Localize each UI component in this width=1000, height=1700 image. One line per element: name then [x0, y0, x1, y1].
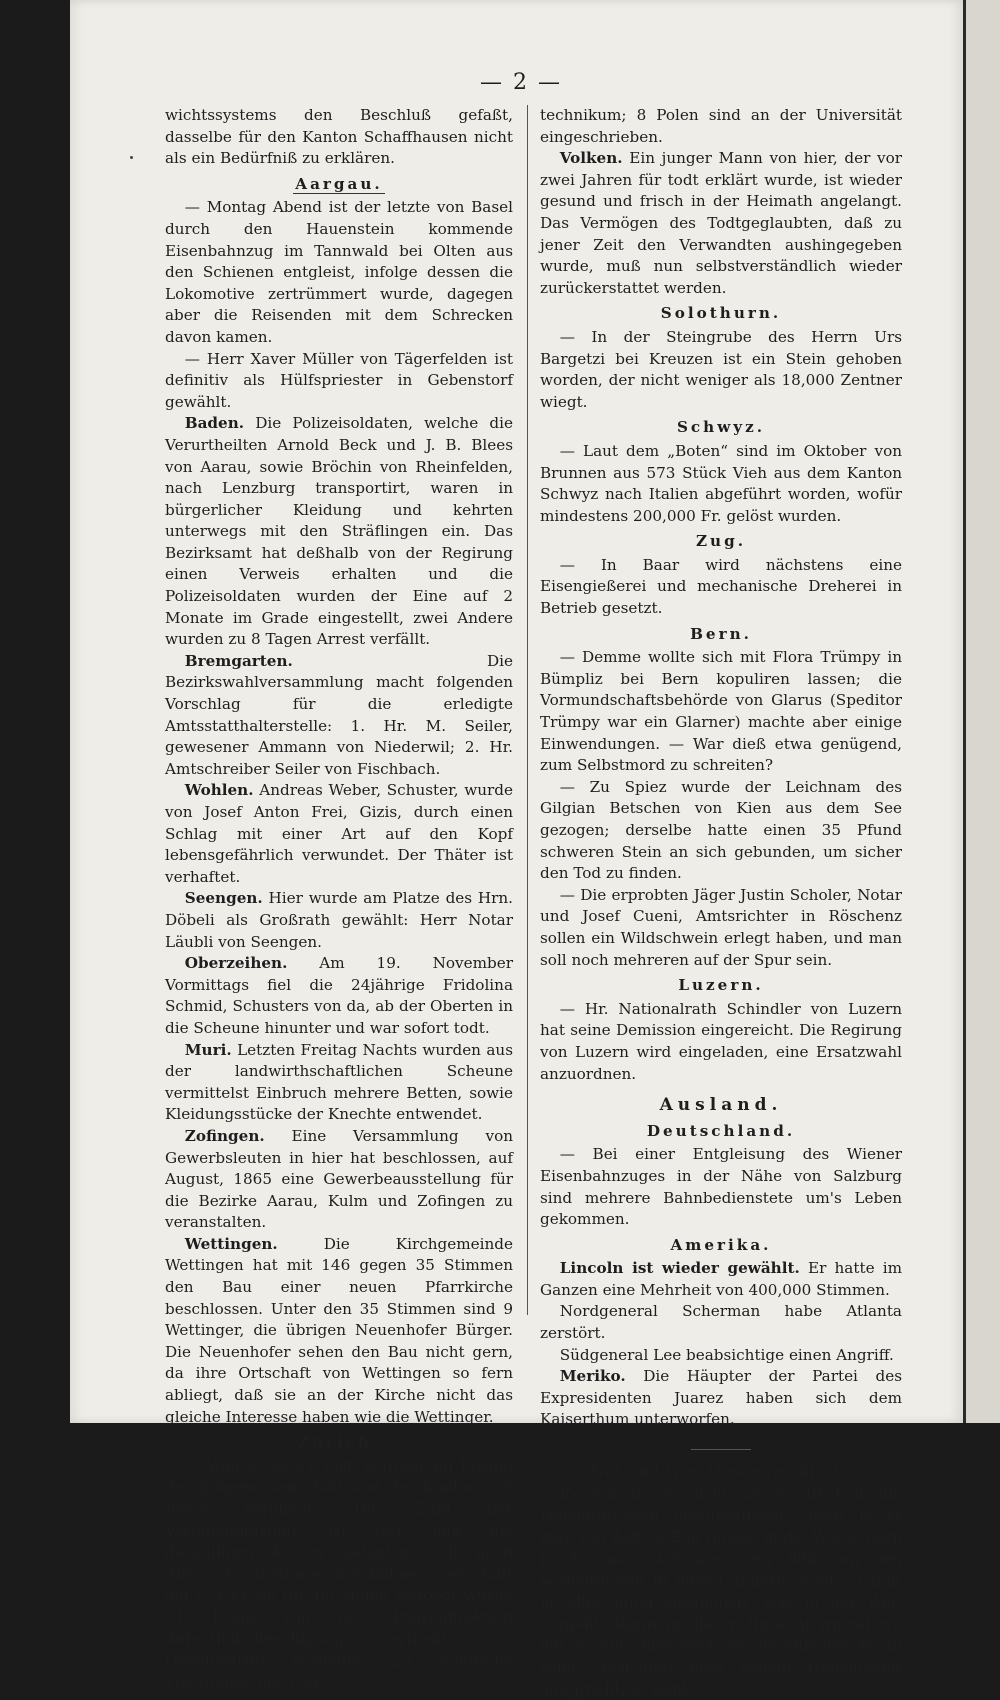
separator-line — [540, 1435, 902, 1457]
article-paragraph: — Die erprobten Jäger Justin Scholer, Notar und Josef Cueni, Amtsrichter in Röschenz sollen ein Wildschwein erlegt haben, und man soll noch mehreren auf der Spur sein. — [540, 885, 902, 969]
article-paragraph: — In Baar wird nächstens eine Eisengießerei und mechanische Dreherei in Betrieb gesetzt. — [540, 555, 902, 618]
article-zofingen: Zofingen. Eine Versammlung von Gewerbsleuten in hier hat beschlossen, auf August, 1865 eine Gewerbeausstellung für die Bezirke Aarau, Kulm und Zofingen zu veranstalten. — [165, 1126, 513, 1232]
section-heading-luzern: Luzern. — [678, 976, 764, 995]
article-paragraph: — Zu Spiez wurde der Leichnam des Gilgian Betschen von Kien aus dem See gezogen; derselbe hatte einen 35 Pfund schweren Stein an sich gebunden, um sicher den Tod zu finden. — [540, 777, 902, 883]
article-paragraph: Es genügt uns nicht, unsern Blick in die Heimatgrenzen einzuschließen; gern blickt man von Zeit zu Zeit hinaus in die Weite; gern macht man sich auch ein Bild von den Verhältnissen in einem andern Staate; hängt ja Alles innig zusammen, was in der Welt vorgeht. Wenn in dieser Hinsicht irgend wo ein so entschlossener als besonnener Mann seine Ansichten über seinen Heimatstaat ausspricht, so dünkt — [540, 1485, 902, 1698]
section-heading-solothurn: Solothurn. — [660, 304, 782, 323]
article-title-gut-und-treu: Gut und treu Oesterreichisch. — [591, 1461, 851, 1480]
place-keyword: Bremgarten. — [184, 651, 293, 670]
article-muri: Muri. Letzten Freitag Nachts wurden aus der landwirthschaftlichen Scheune vermittelst Einbruch mehrere Betten, sowie Kleidungsstücke der Knechte entwendet. — [165, 1040, 514, 1124]
article-paragraph: — Hr. Nationalrath Schindler von Luzern hat seine Demission eingereicht. Die Regirung von Luzern wird eingeladen, eine Ersatzwahl anzuordnen. — [540, 999, 902, 1083]
page-number: — 2 — — [480, 70, 562, 95]
section-heading-zug: Zug. — [695, 532, 747, 551]
section-heading-amerika: Amerika. — [670, 1235, 772, 1254]
article-volken: Volken. Ein junger Mann von hier, der vor zwei Jahren für todt erklärt wurde, ist wieder gesund und frisch in der Heimath angelangt. Das Vermögen des Todtgeglaubten, daß zu jener Zeit den Verwandten aushingegeben wurde, muß nun selbstverständlich wieder zurückerstattet werden. — [540, 149, 902, 297]
article-continuation: technikum; 8 Polen sind an der Universität eingeschrieben. — [540, 106, 902, 146]
article-lincoln: Lincoln ist wieder gewählt. Er hatte im Ganzen eine Mehrheit von 400,000 Stimmen. — [540, 1259, 903, 1299]
section-heading-schwyz: Schwyz. — [676, 418, 766, 437]
section-heading-ausland: Ausland. — [659, 1095, 783, 1116]
place-keyword: Oberzeihen. — [184, 954, 288, 973]
left-column — [165, 105, 513, 1693]
article-paragraph: Südgeneral Lee beabsichtige einen Angriff. — [559, 1345, 894, 1364]
ink-dot — [130, 156, 133, 159]
article-meriko: Meriko. Die Häupter der Partei des Expresidenten Juarez haben sich dem Kaiserthum unterworfen. — [540, 1367, 902, 1429]
place-keyword: Wohlen. — [184, 781, 254, 800]
article-paragraph: Nordgeneral Scherman habe Atlanta zerstört. — [540, 1302, 902, 1343]
article-paragraph: — Bei einer Entgleisung des Wiener Eisenbahnzuges in der Nähe von Salzburg sind mehrere Bahnbedienstete um's Leben gekommen. — [540, 1145, 902, 1229]
place-keyword: Seengen. — [184, 889, 263, 908]
article-paragraph: — Demme wollte sich mit Flora Trümpy in Bümpliz bei Bern kopuliren lassen; die Vormundschaftsbehörde von Glarus (Speditor Trümpy war ein Glarner) machte aber einige Einwendungen. — War dieß etwa genügend, zum Selbstmord zu schreiten? — [540, 648, 902, 775]
article-paragraph: — Montag Abend ist der letzte von Basel durch den Hauenstein kommende Eisenbahnzug im Tannwald bei Olten aus den Schienen entgleist, infolge dessen die Lokomotive zertrümmert wurde, dagegen aber die Reisenden mit dem Schrecken davon kamen. — [165, 198, 513, 346]
place-keyword: Volken. — [559, 149, 623, 168]
place-keyword: Meriko. — [559, 1367, 626, 1386]
place-keyword: Zofingen. — [184, 1126, 265, 1145]
article-bremgarten: Bremgarten. Die Bezirkswahlversammlung macht folgenden Vorschlag für die erledigte Amtsstatthalterstelle: 1. Hr. M. Seiler, gewesener Ammann von Niederwil; 2. Hr. Amtschreiber Seiler von Fischbach. — [165, 651, 513, 778]
place-keyword: Baden. — [184, 414, 245, 433]
section-heading-bern: Bern. — [690, 624, 752, 643]
column-rule — [527, 105, 528, 1315]
article-baden: Baden. Die Polizeisoldaten, welche die Verurtheilten Arnold Beck und J. B. Blees von Aarau, sowie Bröchin von Rheinfelden, nach Lenzburg transportirt, waren in bürgerlicher Kleidung und kehrten unterwegs mit den Sträflingen ein. Das Bezirksamt hat deßhalb von der Regirung einen Verweis erhalten und die Polizeisoldaten wurden der Eine auf 2 Monate im Grade eingestellt, zwei Andere wurden zu 8 Tagen Arrest verfällt. — [165, 414, 513, 649]
place-keyword: Wettingen. — [184, 1234, 278, 1253]
section-heading-deutschland: Deutschland. — [646, 1121, 796, 1140]
article-oberzeihen: Oberzeihen. Am 19. November Vormittags fiel die 24jährige Fridolina Schmid, Schusters von da, ab der Oberten in die Scheune hinunter und war sofort todt. — [165, 954, 513, 1037]
section-heading-aargau: Aargau. — [295, 174, 383, 193]
place-keyword: Muri. — [184, 1040, 232, 1059]
article-paragraph: — In der Steingrube des Herrn Urs Bargetzi bei Kreuzen ist ein Stein gehoben worden, der nicht weniger als 18,000 Zentner wiegt. — [540, 327, 902, 411]
headline-keyword: Lincoln ist wieder gewählt. — [559, 1259, 800, 1278]
article-wettingen: Wettingen. Die Kirchgemeinde Wettingen hat mit 146 gegen 35 Stimmen den Bau einer neuen Pfarrkirche beschlossen. Unter den 35 Stimmen sind 9 Wettinger, die übrigen Neuenhofer Bürger. Die Neuenhofer sehen den Bau nicht gern, da ihre Ortschaft von Wettingen so fern abliegt, daß sie an der Kirche nicht das gleiche Interesse haben wie die Wettinger. — [165, 1234, 513, 1426]
article-wohlen: Wohlen. Andreas Weber, Schuster, wurde von Josef Anton Frei, Gizis, durch einen Schlag mit einer Art auf den Kopf lebensgefährlich verwundet. Der Thäter ist verhaftet. — [165, 781, 513, 886]
article-continuation: wichtssystems den Beschluß gefaßt, dasselbe für den Kanton Schaffhausen nicht als ein Bedürfniß zu erklären. — [165, 106, 513, 168]
article-paragraph: — Vom 8. bis 31. Okt. wurden auf Kosten der Eidgenossenschaft und des Kantons 55 Polen verpflegt. Die Zahl der Verpflegungstage ist 691 und die diesfälligen Kosten belaufen sich nach Abzug des Beitrages der Eidgenossenschaft auf 621 Fr. 90 Rp. Im Monat Oktober wurde 41 Polen von der Polizeidirektion Aufenthaltsbewilligung ertheilt. — Gegenwärtig besuchen 23 polnische Flüchtlinge das Poly- — [165, 1456, 513, 1691]
article-paragraph: — Laut dem „Boten“ sind im Oktober von Brunnen aus 573 Stück Vieh aus dem Kanton Schwyz nach Italien abgeführt worden, wofür mindestens 200,000 Fr. gelöst wurden. — [540, 441, 902, 525]
right-column — [540, 105, 902, 1700]
article-paragraph: — Herr Xaver Müller von Tägerfelden ist definitiv als Hülfspriester in Gebenstorf gewählt. — [165, 349, 513, 411]
article-seengen: Seengen. Hier wurde am Platze des Hrn. Döbeli als Großrath gewählt: Herr Notar Läubli von Seengen. — [165, 889, 514, 951]
next-page-edge — [963, 0, 1000, 1423]
section-heading-zuerich: Zürich. — [297, 1433, 381, 1452]
